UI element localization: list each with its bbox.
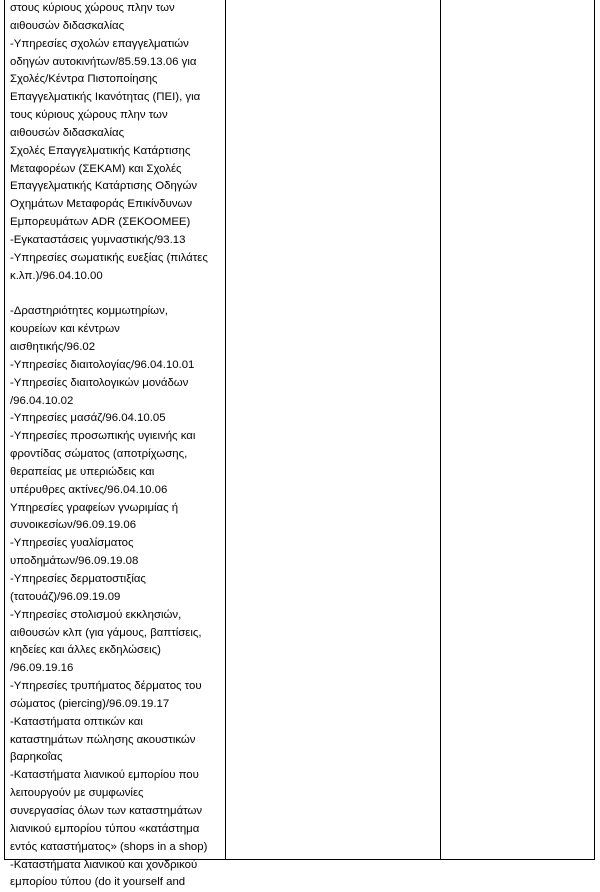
text-line: βαρηκοΐας bbox=[10, 751, 63, 764]
text-line: -Εγκαταστάσεις γυμναστικής/93.13 bbox=[10, 233, 186, 246]
text-line: Εμπορευμάτων ADR (ΣΕΚΟΟΜΕΕ) bbox=[10, 216, 191, 229]
table-cell-activities bbox=[5, 0, 226, 889]
text-line: συνεργασίας όλων των καταστημάτων bbox=[10, 804, 203, 817]
text-line: (τατουάζ)/96.09.19.09 bbox=[10, 590, 121, 603]
text-line: -Υπηρεσίες διαιτολογίας/96.04.10.01 bbox=[10, 358, 195, 371]
text-line: Μεταφορέων (ΣΕΚΑΜ) και Σχολές bbox=[10, 162, 182, 175]
text-line: -Υπηρεσίες τρυπήματος δέρματος του bbox=[10, 680, 202, 693]
text-line: τους κύριους χώρους πλην των bbox=[10, 109, 168, 122]
text-line: υπέρυθρες ακτίνες/96.04.10.06 bbox=[10, 483, 168, 496]
text-line: εντός καταστήματος» (shops in a shop) bbox=[10, 840, 208, 853]
table-cell-empty-2 bbox=[226, 0, 441, 859]
text-line: συνοικεσίων/96.09.19.06 bbox=[10, 519, 137, 532]
text-line: -Υπηρεσίες γυαλίσματος bbox=[10, 537, 134, 550]
text-line bbox=[10, 286, 225, 304]
text-line: Επαγγελματικής Ικανότητας (ΠΕΙ), για bbox=[10, 91, 201, 104]
text-line: στους κύριους χώρους πλην των bbox=[10, 2, 175, 14]
text-line: κηδείες και άλλες εκδηλώσεις) bbox=[10, 644, 161, 657]
text-line: αισθητικής/96.02 bbox=[10, 341, 96, 354]
text-line: καταστημάτων πώλησης ακουστικών bbox=[10, 733, 196, 746]
text-line: Επαγγελματικής Κατάρτισης Οδηγών bbox=[10, 180, 198, 193]
text-line: σώματος (piercing)/96.09.19.17 bbox=[10, 697, 170, 710]
text-line: κ.λπ.)/96.04.10.00 bbox=[10, 269, 103, 282]
text-line: -Υπηρεσίες σωματικής ευεξίας (πιλάτες bbox=[10, 251, 208, 264]
text-line: -Υπηρεσίες σχολών επαγγελματιών bbox=[10, 37, 189, 50]
text-line: κουρείων και κέντρων bbox=[10, 323, 120, 336]
text-line: εμπορίου τύπου (do it yourself and bbox=[10, 876, 186, 889]
text-line: αιθουσών διδασκαλίας bbox=[10, 19, 125, 32]
text-line: /96.04.10.02 bbox=[10, 394, 74, 407]
text-line: αιθουσών κλπ (για γάμους, βαπτίσεις, bbox=[10, 626, 202, 639]
text-line: -Υπηρεσίες στολισμού εκκλησιών, bbox=[10, 608, 182, 621]
text-line: οδηγών αυτοκινήτων/85.59.13.06 για bbox=[10, 55, 197, 68]
table-cell-empty-3 bbox=[441, 0, 594, 859]
text-line: -Δραστηριότητες κομμωτηρίων, bbox=[10, 305, 168, 318]
text-line: -Υπηρεσίες προσωπικής υγιεινής και bbox=[10, 430, 196, 443]
text-line: -Υπηρεσίες δερματοστιξίας bbox=[10, 573, 146, 585]
text-line: -Καταστήματα λιανικού και χονδρικού bbox=[10, 858, 198, 871]
text-line: -Καταστήματα οπτικών και bbox=[10, 715, 143, 728]
text-line: θεραπείας με υπεριώδεις και bbox=[10, 465, 155, 478]
text-line: αιθουσών διδασκαλίας bbox=[10, 126, 125, 139]
text-line: -Υπηρεσίες διαιτολογικών μονάδων bbox=[10, 376, 189, 389]
document-table bbox=[4, 0, 595, 889]
text-line: -Καταστήματα λιανικού εμπορίου που bbox=[10, 769, 199, 782]
text-line: -Υπηρεσίες μασάζ/96.04.10.05 bbox=[10, 412, 166, 425]
text-line: φροντίδας σώματος (αποτρίχωσης, bbox=[10, 448, 188, 461]
text-line: Σχολές Επαγγελματικής Κατάρτισης bbox=[10, 144, 191, 157]
text-line: Σχολές/Κέντρα Πιστοποίησης bbox=[10, 73, 158, 86]
text-line: λειτουργούν με συμφωνίες bbox=[10, 787, 144, 800]
text-line: Οχημάτων Μεταφοράς Επικίνδυνων bbox=[10, 198, 193, 211]
text-line: υποδημάτων/96.09.19.08 bbox=[10, 555, 139, 568]
text-line: /96.09.19.16 bbox=[10, 662, 74, 675]
text-line: λιανικού εμπορίου τύπου «κατάστημα bbox=[10, 822, 200, 835]
text-line: Υπηρεσίες γραφείων γνωριμίας ή bbox=[10, 501, 179, 514]
